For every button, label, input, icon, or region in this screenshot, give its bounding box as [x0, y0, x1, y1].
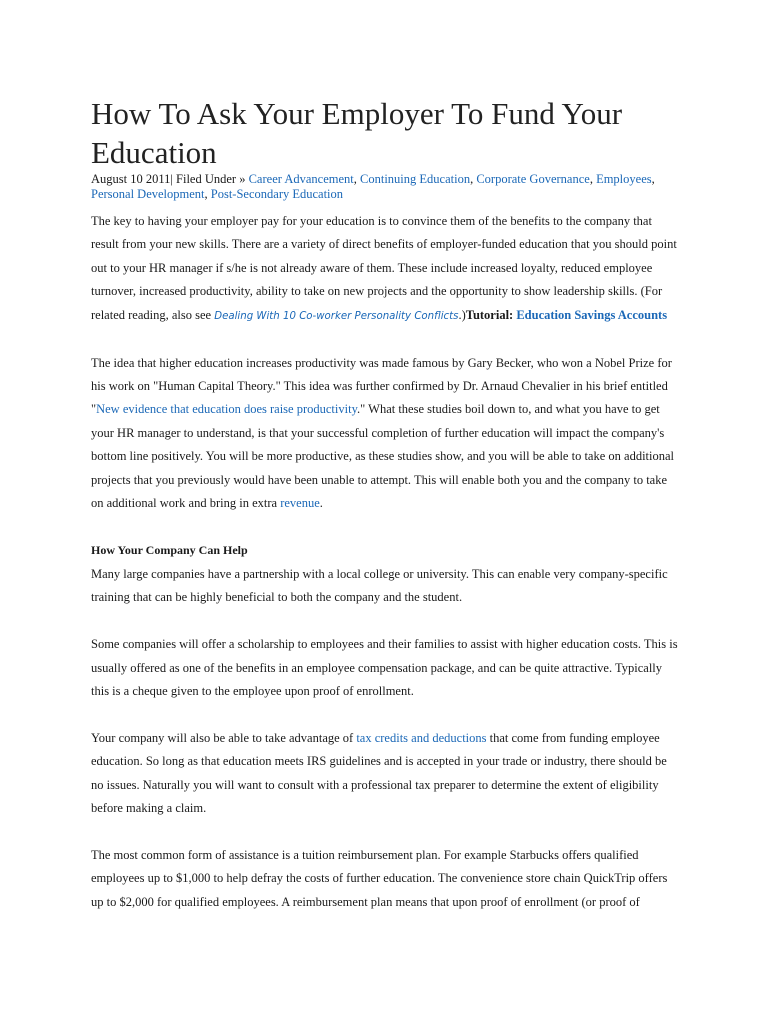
paragraph-tax-credits	[91, 727, 679, 821]
revenue-link[interactable]: revenue	[280, 495, 320, 510]
paragraph-productivity-text-1: The idea that higher education increases productivity was made famous by Gary Becker, who won a Nobel Prize for his work on "Human Capital Theory." This idea was further confirmed by Dr. Arnaud Chevalier in his brief entitled "	[91, 355, 672, 417]
paragraph-intro	[91, 210, 679, 328]
paragraph-tax-credits-text-2: that come from funding employee education. So long as that education meets IRS guidelines and is accepted in your trade or industry, there should be no issues. Naturally you will want to consult with a professional tax preparer to determine the extent of eligibility before making a claim.	[91, 730, 667, 816]
tutorial-link[interactable]: Education Savings Accounts	[516, 307, 668, 322]
article	[91, 94, 679, 914]
category-link-employees[interactable]: Employees	[596, 172, 652, 186]
tax-credits-link[interactable]: tax credits and deductions	[356, 730, 487, 745]
paragraph-intro-text: The key to having your employer pay for your education is to convince them of the benefits to the company that result from your new skills. There are a variety of direct benefits of employer-funded education that you should point out to your HR manager if s/he is not already aware of them. These include increased loyalty, reduced employee turnover, increased productivity, ability to take on new projects and the opportunity to show leadership skills. (For related reading, also see	[91, 214, 677, 322]
category-link-personal-development[interactable]: Personal Development	[91, 187, 205, 201]
category-link-corporate-governance[interactable]: Corporate Governance	[476, 172, 590, 186]
article-title: How To Ask Your Employer To Fund Your Education	[91, 96, 623, 170]
paragraph-productivity-text-3: .	[319, 495, 323, 510]
category-link-continuing-education[interactable]: Continuing Education	[360, 172, 471, 186]
section-heading: How Your Company Can Help	[91, 543, 248, 558]
related-reading-close: .)	[458, 307, 466, 322]
paragraph-reimbursement: The most common form of assistance is a tuition reimbursement plan. For example Starbucks offers qualified employees up to $1,000 to help defray the costs of further education. The convenience store chain QuickTrip offers up to $2,000 for qualified employees. A reimbursement plan means that upon proof of enrollment (or proof of	[91, 847, 668, 909]
filed-under-label: | Filed Under »	[170, 172, 246, 186]
paragraph-productivity-text-2: ." What these studies boil down to, and what you have to get your HR manager to understand, is that your successful completion of further education will impact the company's bottom line positively. You will be more productive, as these studies show, and you will be able to take on additional projects that you previously would have been unable to attempt. This will enable both you and the company to take on additional work and bring in extra	[91, 402, 675, 510]
category-link-career-advancement[interactable]: Career Advancement	[248, 172, 354, 186]
related-reading-link[interactable]: Dealing With 10 Co-worker Personality Conflicts	[214, 310, 459, 322]
article-meta: August 10 2011| Filed Under » Career Advancement, Continuing Education, Corporate Governance, Employees, Personal Development, Post-Secondary Education	[91, 172, 655, 201]
paragraph-tax-credits-text-1: Your company will also be able to take advantage of	[91, 730, 357, 745]
publish-date: August 10 2011	[91, 172, 171, 186]
paragraph-productivity	[91, 352, 679, 516]
paragraph-partnership: Many large companies have a partnership with a local college or university. This can enable very company-specific training that can be highly beneficial to both the company and the student.	[91, 566, 668, 605]
tutorial-label: Tutorial:	[465, 307, 517, 322]
evidence-link[interactable]: New evidence that education does raise productivity	[96, 402, 358, 417]
category-link-post-secondary-education[interactable]: Post-Secondary Education	[210, 187, 344, 201]
paragraph-scholarship: Some companies will offer a scholarship to employees and their families to assist with higher education costs. This is usually offered as one of the benefits in an employee compensation package, and can be quite attractive. Typically this is a cheque given to the employee upon proof of enrollment.	[91, 637, 678, 698]
